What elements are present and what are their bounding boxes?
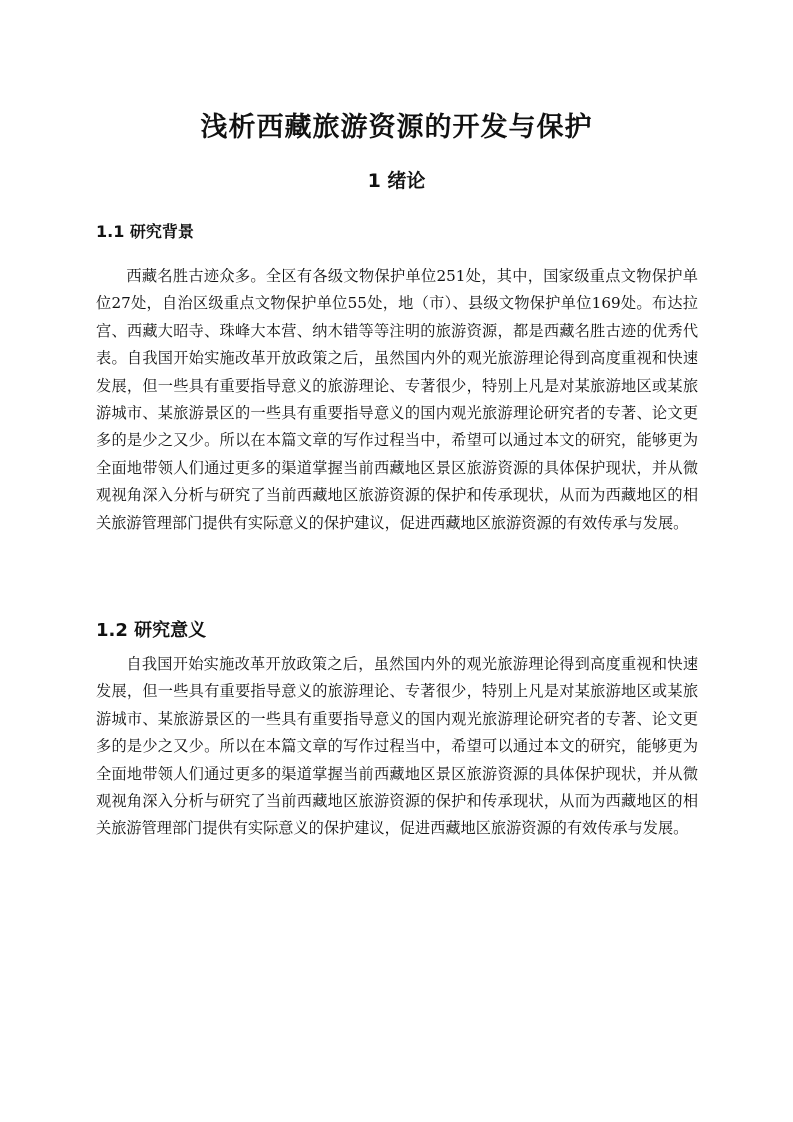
section-heading-research-significance: 1.2 研究意义 <box>96 620 207 641</box>
document-title: 浅析西藏旅游资源的开发与保护 <box>200 112 593 143</box>
paragraph-research-significance: 自我国开始实施改革开放政策之后，虽然国内外的观光旅游理论得到高度重视和快速发展，但一些具有重要指导意义的旅游理论、专著很少，特别上凡是对某旅游地区或某旅游城市、某旅游景区的一些具有重要指导意义的国内观光旅游理论研究者的专著、论文更多的是少之又少。所以在本篇文章的写作过程当中，希望可以通过本文的研究，能够更为全面地带领人们通过更多的渠道掌握当前西藏地区景区旅游资源的具体保护现状，并从微观视角深入分析与研究了当前西藏地区旅游资源的保护和传承现状，从而为西藏地区的相关旅游管理部门提供有实际意义的保护建议，促进西藏地区旅游资源的有效传承与发展。 <box>96 655 698 838</box>
section-heading-research-background: 1.1 研究背景 <box>96 222 194 241</box>
chapter-heading: 1 绪论 <box>367 170 426 192</box>
paragraph-research-background: 西藏名胜古迹众多。全区有各级文物保护单位251处，其中，国家级重点文物保护单位27处，自治区级重点文物保护单位55处，地（市）、县级文物保护单位169处。布达拉宫、西藏大昭寺、珠峰大本营、纳木错等等注明的旅游资源，都是西藏名胜古迹的优秀代表。自我国开始实施改革开放政策之后，虽然国内外的观光旅游理论得到高度重视和快速发展，但一些具有重要指导意义的旅游理论、专著很少，特别上凡是对某旅游地区或某旅游城市、某旅游景区的一些具有重要指导意义的国内观光旅游理论研究者的专著、论文更多的是少之又少。所以在本篇文章的写作过程当中，希望可以通过本文的研究，能够更为全面地带领人们通过更多的渠道掌握当前西藏地区景区旅游资源的具体保护现状，并从微观视角深入分析与研究了当前西藏地区旅游资源的保护和传承现状，从而为西藏地区的相关旅游管理部门提供有实际意义的保护建议，促进西藏地区旅游资源的有效传承与发展。 <box>96 267 698 532</box>
